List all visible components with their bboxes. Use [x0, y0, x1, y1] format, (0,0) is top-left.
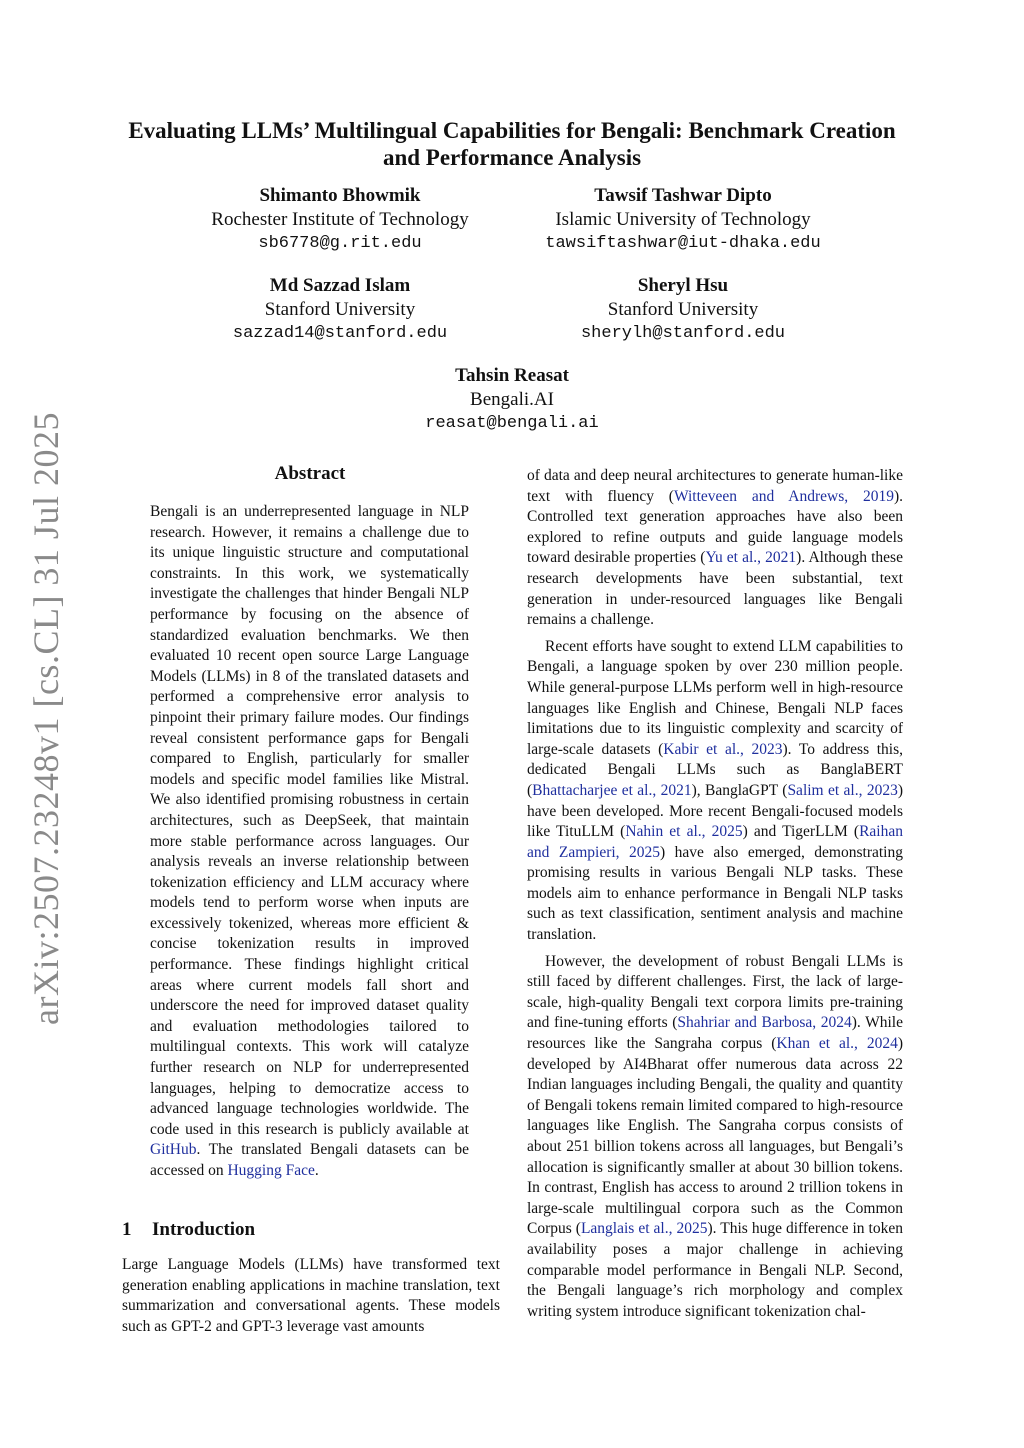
section-number: 1	[122, 1219, 132, 1240]
author-affiliation: Bengali.AI	[470, 389, 554, 410]
right-paragraph: However, the development of robust Bengali LLMs is still faced by different challenges. First, the lack of large-scale, high-quality Bengali text corpora limits pre-training and fine-tuning efforts (Shahriar and Barbosa, 2024). While resources like the Sangraha corpus (Khan et al., 2024) developed by AI4Bharat offer numerous data across 22 Indian languages including Bengali, the quality and quantity of Bengali tokens remain limited compared to high-resource languages like English. The Sangraha corpus consists of about 251 billion tokens across all languages, but Bengali’s allocation is significantly smaller at about 30 billion tokens. In contrast, English has access to around 2 trillion tokens in large-scale multilingual corpora such as the Common Corpus (Langlais et al., 2025). This huge difference in token availability poses a major challenge in achieving comparable model performance in Bengali NLP. Second, the Bengali language’s rich morphology and complex writing system introduce significant tokenization chal-	[527, 952, 903, 1320]
abstract-heading: Abstract	[274, 463, 346, 484]
intro-paragraph: Large Language Models (LLMs) have transformed text generation enabling applications in machine translation, text summarization and conversational agents. These models such as GPT-2 and GPT-3 leverage vast amounts	[122, 1256, 500, 1335]
citation-link[interactable]: Khan et al., 2024	[776, 1035, 898, 1053]
author-email[interactable]: sherylh@stanford.edu	[580, 324, 786, 343]
author-affiliation: Stanford University	[264, 299, 416, 320]
author-affiliation: Stanford University	[607, 299, 759, 320]
citation-link[interactable]: Kabir et al., 2023	[663, 740, 783, 758]
abstract-paragraph: Bengali is an underrepresented language in NLP research. However, it remains a challenge due to its unique linguistic structure and computational constraints. In this work, we systematically investigate the challenges that hinder Bengali NLP performance by focusing on the absence of standardized evaluation benchmarks. We then evaluated 10 recent open source Large Language Models (LLMs) in 8 of the translated datasets and performed a comprehensive error analysis to pinpoint their primary failure modes. Our findings reveal consistent performance gaps for Bengali compared to English, particularly for smaller models and specific model families like Mistral. We also identified promising robustness in certain architectures, such as DeepSeek, that maintain more stable performance across languages. Our analysis reveals an inverse relationship between tokenization efficiency and LLM accuracy where models tend to perform worse when inputs are excessively tokenized, whereas more efficient & concise tokenization results in improved performance. These findings highlight critical areas where current models fall short and underscore the need for improved dataset quality and evaluation methodologies tailored to multilingual contexts. This work will catalyze further research on NLP for underrepresented languages, helping to democratize access to advanced language technologies worldwide. The code used in this research is publicly available at GitHub. The translated Bengali datasets can be accessed on Hugging Face.	[150, 503, 469, 1179]
hugging-face-link[interactable]: Hugging Face	[227, 1162, 315, 1179]
author-email[interactable]: sb6778@g.rit.edu	[258, 234, 422, 253]
abstract-body	[150, 502, 469, 1182]
section-title: Introduction	[152, 1219, 256, 1240]
author-name: Md Sazzad Islam	[269, 275, 411, 296]
citation-link[interactable]: Salim et al., 2023	[787, 781, 898, 799]
citation-link[interactable]: Langlais et al., 2025	[580, 1220, 708, 1238]
author-email[interactable]: tawsiftashwar@iut-dhaka.edu	[545, 234, 821, 253]
author-name: Tahsin Reasat	[455, 365, 569, 386]
citation-link[interactable]: Shahriar and Barbosa, 2024	[677, 1014, 852, 1032]
right-paragraph: of data and deep neural architectures to generate human-like text with fluency (Witteveen and Andrews, 2019). Controlled text generation approaches have also been explored to refine outputs and guide language models toward desirable properties (Yu et al., 2021). Although these research developments have been substantial, text generation in under-resourced languages like Bengali remains a challenge.	[527, 467, 903, 629]
citation-link[interactable]: Nahin et al., 2025	[625, 823, 743, 841]
author-block	[190, 184, 490, 256]
arxiv-identifier: arXiv:2507.23248v1 [cs.CL] 31 Jul 2025	[26, 412, 66, 1025]
right-column	[527, 466, 903, 1322]
paper-title: Evaluating LLMs’ Multilingual Capabilities for Bengali: Benchmark Creation and Performance Analysis	[128, 118, 896, 170]
citation-link[interactable]: Raihan and Zampieri, 2025	[527, 823, 903, 861]
author-block	[362, 364, 662, 436]
author-email[interactable]: sazzad14@stanford.edu	[232, 324, 448, 343]
github-link[interactable]: GitHub	[150, 1141, 197, 1159]
author-name: Shimanto Bhowmik	[259, 185, 421, 206]
author-affiliation: Rochester Institute of Technology	[211, 209, 469, 230]
author-name: Tawsif Tashwar Dipto	[594, 185, 772, 206]
author-block	[520, 274, 846, 346]
citation-link[interactable]: Bhattacharjee et al., 2021	[532, 781, 692, 799]
right-paragraph: Recent efforts have sought to extend LLM capabilities to Bengali, a language spoken by over 230 million people. While general-purpose LLMs perform well in high-resource languages like English and Chinese, Bengali NLP faces limitations due to its linguistic complexity and scarcity of large-scale datasets (Kabir et al., 2023). To address this, dedicated Bengali LLMs such as BanglaBERT (Bhattacharjee et al., 2021), BanglaGPT (Salim et al., 2023) have been developed. More recent Bengali-focused models like TituLLM (Nahin et al., 2025) and TigerLLM (Raihan and Zampieri, 2025) have also emerged, demonstrating promising results in various Bengali NLP tasks. These models aim to enhance performance in Bengali NLP tasks such as text classification, sentiment analysis and machine translation.	[527, 637, 903, 944]
author-name: Sheryl Hsu	[637, 275, 729, 296]
author-block	[520, 184, 846, 256]
intro-left-column	[122, 1255, 500, 1337]
author-email[interactable]: reasat@bengali.ai	[425, 414, 599, 433]
section-heading	[122, 1218, 255, 1242]
citation-link[interactable]: Yu et al., 2021	[705, 549, 797, 567]
author-block	[190, 274, 490, 346]
citation-link[interactable]: Witteveen and Andrews, 2019	[673, 487, 894, 505]
author-affiliation: Islamic University of Technology	[555, 209, 811, 230]
